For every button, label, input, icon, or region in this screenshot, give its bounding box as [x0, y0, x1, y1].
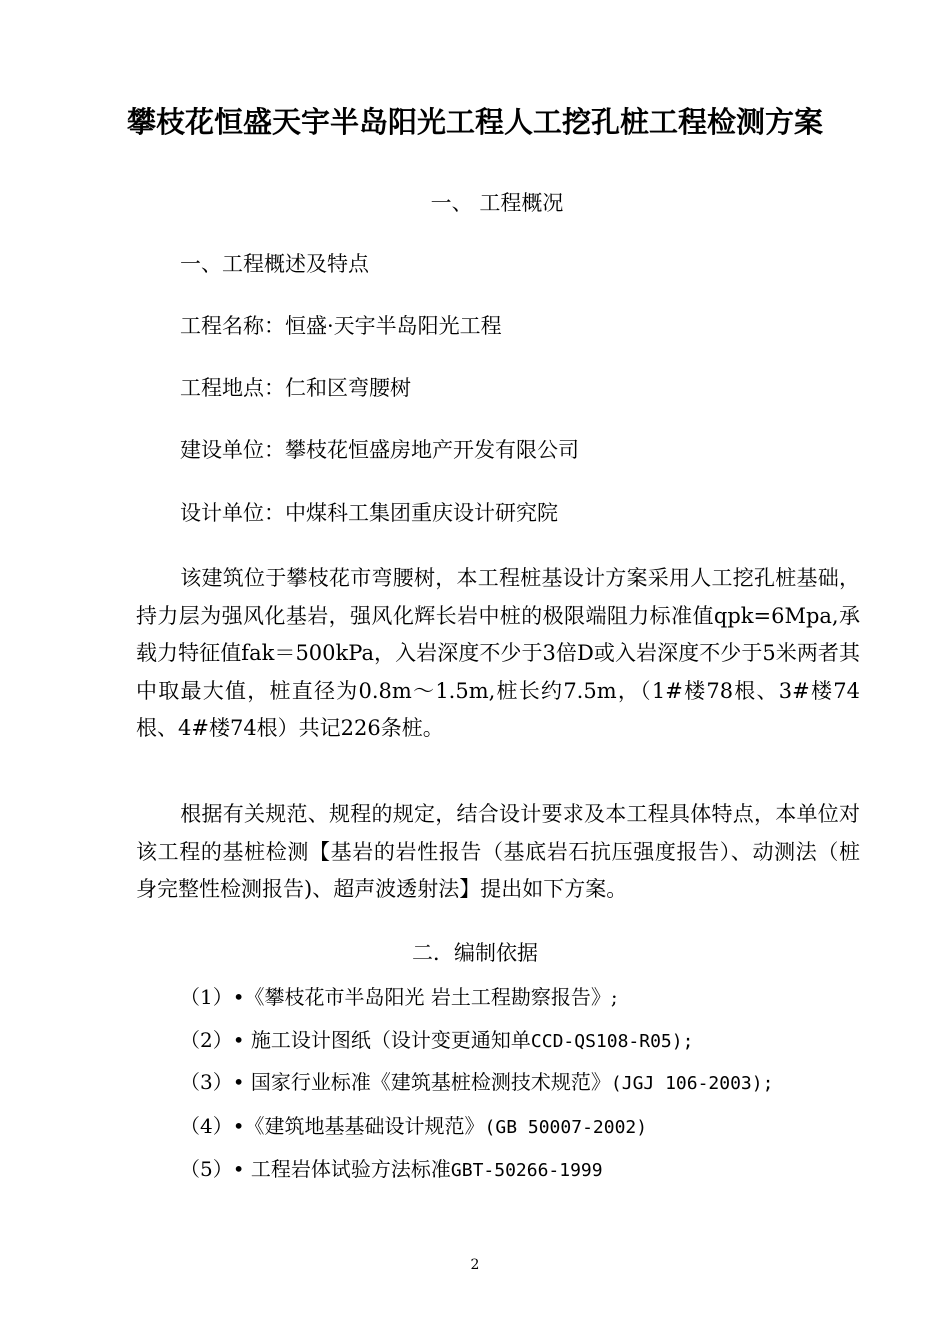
subheading-overview: 一、工程概述及特点: [180, 252, 369, 276]
reference-code: (GB 50007-2002): [484, 1117, 648, 1138]
reference-text: 国家行业标准《建筑基桩检测技术规范》: [250, 1070, 611, 1094]
document-title: 攀枝花恒盛天宇半岛阳光工程人工挖孔桩工程检测方案: [126, 105, 823, 139]
section-heading-overview: 一、 工程概况: [430, 191, 564, 215]
reference-text: 工程岩体试验方法标准: [250, 1157, 451, 1181]
reference-text: 《攀枝花市半岛阳光 岩土工程勘察报告》;: [244, 985, 618, 1009]
reference-prefix: （3）•: [180, 1070, 251, 1094]
reference-prefix: （4）•: [180, 1114, 245, 1138]
reference-item: [180, 1154, 603, 1186]
reference-code: (JGJ 106-2003);: [610, 1073, 774, 1094]
reference-item: [180, 1067, 773, 1099]
designer-unit: 设计单位：中煤科工集团重庆设计研究院: [180, 501, 558, 525]
project-description-paragraph: [136, 560, 860, 748]
section-heading-basis: 二．编制依据: [412, 941, 538, 965]
reference-prefix: （2）•: [180, 1028, 251, 1052]
inspection-scope-text: 根据有关规范、规程的规定，结合设计要求及本工程具体特点，本单位对该工程的基桩检测【基岩的岩性报告（基底岩石抗压强度报告）、动测法（桩身完整性检测报告)、超声波透射法】提出如下方案。: [136, 802, 860, 901]
reference-item: [180, 982, 618, 1014]
reference-item: [180, 1025, 693, 1057]
reference-item: [180, 1111, 647, 1143]
reference-text: 《建筑地基基础设计规范》: [244, 1114, 485, 1138]
reference-code: CCD-QS108-R05);: [530, 1031, 694, 1052]
page-number: 2: [470, 1257, 480, 1273]
project-description-text: 该建筑位于攀枝花市弯腰树，本工程桩基设计方案采用人工挖孔桩基础，持力层为强风化基岩，强风化辉长岩中桩的极限端阻力标准值qpk=6Mpa,承载力特征值fak＝500kPa，入岩深度不少于3倍D或入岩深度不少于5米两者其中取最大值，桩直径为0.8m～1.5m,桩长约7.5m，（1#楼78根、3#楼74根、4#楼74根）共记226条桩。: [136, 566, 860, 740]
reference-text: 施工设计图纸（设计变更通知单: [250, 1028, 531, 1052]
builder-unit: 建设单位：攀枝花恒盛房地产开发有限公司: [180, 438, 579, 462]
reference-prefix: （1）•: [180, 985, 245, 1009]
project-location: 工程地点：仁和区弯腰树: [180, 376, 411, 400]
project-name: 工程名称：恒盛·天宇半岛阳光工程: [180, 314, 502, 338]
reference-code: GBT-50266-1999: [450, 1160, 603, 1181]
reference-prefix: （5）•: [180, 1157, 251, 1181]
inspection-scope-paragraph: [136, 796, 860, 909]
